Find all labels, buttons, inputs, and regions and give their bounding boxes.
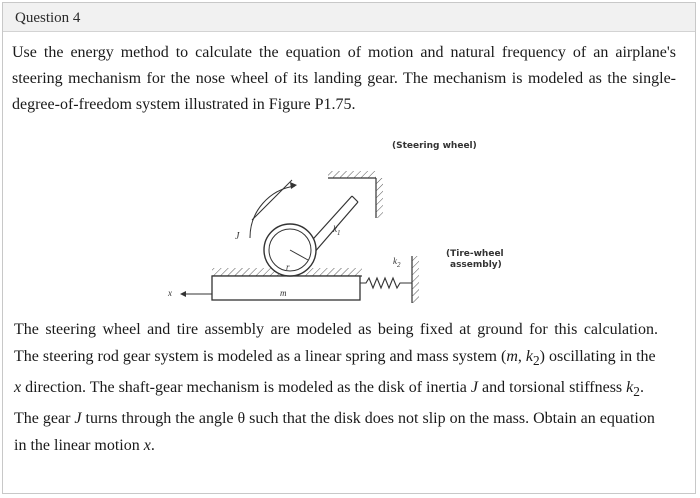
body-paragraph: The steering rod gear system is modeled as a linear spring and mass system (m, $k_2$) oscillating in the x direction. The shaft-gear mechanism is modeled as the disk of inertia J and torsional stiffness $k_2$. The gear J turns through the angle θ such that the disk does not slip on the mass. Obtain an equation in the linear motion x.: [14, 348, 656, 455]
problem-intro: Use the energy method to calculate the equation of motion and natural frequency of an airplane's steering mechanism for the nose wheel of its landing gear. The mechanism is modeled as the single-degree-of-freedom system illustrated in Figure P1.75.: [12, 44, 676, 113]
symbol-J: J: [235, 231, 240, 242]
shaft-k1-end: [352, 196, 358, 202]
spring-k2: [360, 278, 412, 288]
label-steering-wheel: (Steering wheel): [392, 141, 477, 151]
symbol-m: m: [280, 288, 287, 298]
figure-p1-75: [160, 138, 520, 308]
disk-bracket: [252, 180, 292, 220]
mechanism-diagram: [160, 138, 520, 308]
problem-body: [14, 316, 658, 459]
question-header: [3, 3, 695, 32]
question-title: Question 4: [15, 10, 81, 26]
upper-wall-hatch: [328, 171, 376, 178]
symbol-k1: $k_1$: [333, 224, 341, 237]
label-tire-wheel: (Tire-wheel: [446, 249, 504, 259]
x-axis-arrow: [180, 291, 186, 297]
label-tire-assembly: assembly): [450, 260, 502, 270]
symbol-k2: $k_2$: [393, 256, 401, 269]
body-line-1: The steering wheel and tire assembly are modeled as being fixed at ground for this calculation.: [14, 321, 658, 338]
symbol-r: r: [286, 262, 290, 272]
right-wall-hatch: [412, 256, 419, 303]
rotation-arrow: [290, 182, 297, 189]
upper-wall-side-hatch: [376, 178, 383, 218]
symbol-x: x: [168, 288, 172, 298]
